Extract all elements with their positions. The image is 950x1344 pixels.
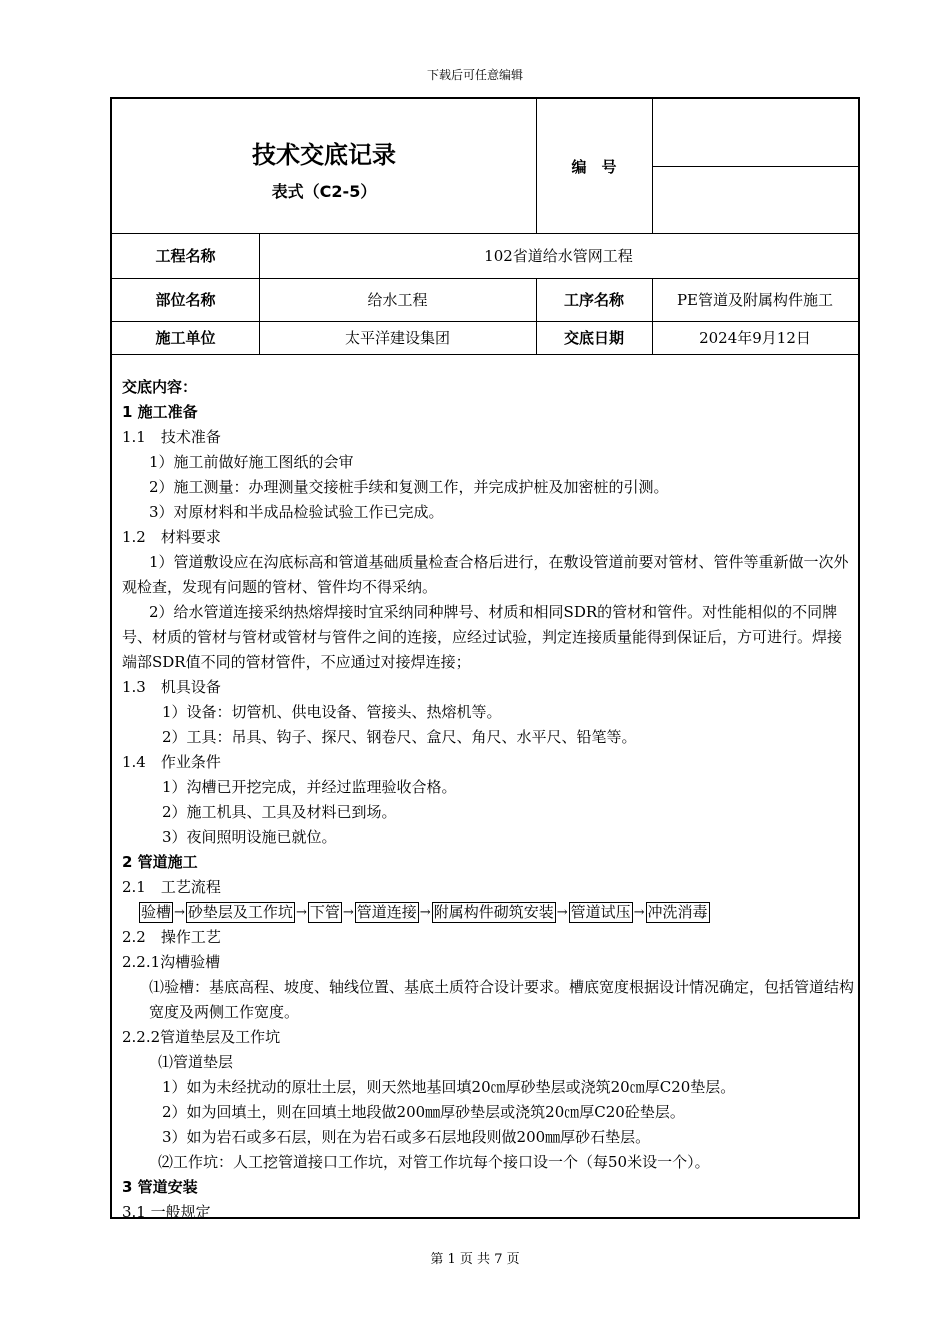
technical-disclosure-form bbox=[110, 97, 860, 1219]
form-code: 表式（C2-5） bbox=[271, 182, 377, 201]
flow-step: 冲洗消毒 bbox=[647, 903, 708, 921]
process-name-label: 工序名称 bbox=[563, 291, 624, 309]
flow-arrow-icon: → bbox=[419, 905, 431, 920]
flow-step: 管道试压 bbox=[570, 903, 631, 921]
list-item: 2）工具：吊具、钩子、探尺、钢卷尺、盒尺、角尺、水平尺、铅笔等。 bbox=[162, 728, 637, 746]
number-row-divider bbox=[652, 166, 858, 167]
flow-step: 下管 bbox=[309, 903, 340, 921]
list-item: 1）施工前做好施工图纸的会审 bbox=[149, 453, 354, 471]
project-name-label: 工程名称 bbox=[155, 247, 216, 265]
paragraph: 2）给水管道连接采纳热熔焊接时宜采纳同种牌号、材质和相同SDR的管材和管件。对性能相似的不同牌号、材质的管材与管材或管材与管件之间的连接，应经过试验，判定连接质量能得到保证后，方可进行。焊接端部SDR值不同的管材管件，不应通过对接焊连接； bbox=[122, 603, 843, 671]
list-subheading: ⑴管道垫层 bbox=[158, 1053, 234, 1071]
section-heading: 3 管道安装 bbox=[122, 1178, 198, 1196]
subsection-heading: 2.1 工艺流程 bbox=[122, 878, 221, 896]
list-subheading: ⑵工作坑：人工挖管道接口工作坑，对管工作坑每个接口设一个（每50米设一个）。 bbox=[158, 1153, 710, 1171]
subsection-heading: 1.2 材料要求 bbox=[122, 528, 221, 546]
flow-arrow-icon: → bbox=[556, 905, 568, 920]
subsection-heading: 1.1 技术准备 bbox=[122, 428, 221, 446]
flow-step: 砂垫层及工作坑 bbox=[187, 903, 293, 921]
list-item: 2）施工机具、工具及材料已到场。 bbox=[162, 803, 397, 821]
flow-arrow-icon: → bbox=[342, 905, 354, 920]
flow-step: 附属构件砌筑安装 bbox=[433, 903, 554, 921]
subsection-heading: 1.3 机具设备 bbox=[122, 678, 221, 696]
paragraph: 1）管道敷设应在沟底标高和管道基础质量检查合格后进行，在敷设管道前要对管材、管件等重新做一次外观检查，发现有问题的管材、管件均不得采纳。 bbox=[122, 553, 849, 596]
disclosure-date-label: 交底日期 bbox=[563, 329, 624, 347]
number-label: 编 号 bbox=[571, 157, 617, 176]
content-heading: 交底内容： bbox=[122, 378, 198, 396]
section-heading: 2 管道施工 bbox=[122, 853, 198, 871]
subsection-heading: 2.2.1沟槽验槽 bbox=[122, 953, 221, 971]
paragraph: ⑴验槽：基底高程、坡度、轴线位置、基底土质符合设计要求。槽底宽度根据设计情况确定，包括管道结构宽度及两侧工作宽度。 bbox=[149, 978, 855, 1021]
col-divider bbox=[652, 99, 653, 233]
disclosure-date-value: 2024年9月12日 bbox=[699, 329, 811, 347]
list-item: 3）对原材料和半成品检验试验工作已完成。 bbox=[149, 503, 444, 521]
flow-step: 管道连接 bbox=[356, 903, 417, 921]
subsection-heading: 1.4 作业条件 bbox=[122, 753, 221, 771]
list-item: 3）夜间照明设施已就位。 bbox=[162, 828, 337, 846]
list-item: 1）设备：切管机、供电设备、管接头、热熔机等。 bbox=[162, 703, 502, 721]
list-item: 3）如为岩石或多石层，则在为岩石或多石层地段则做200㎜厚砂石垫层。 bbox=[162, 1128, 651, 1146]
part-name-value: 给水工程 bbox=[367, 291, 428, 309]
flow-arrow-icon: → bbox=[633, 905, 645, 920]
construction-unit-label: 施工单位 bbox=[155, 329, 216, 347]
form-title: 技术交底记录 bbox=[252, 141, 396, 169]
project-name-value: 102省道给水管网工程 bbox=[484, 247, 633, 265]
subsection-heading: 2.2.2管道垫层及工作坑 bbox=[122, 1028, 281, 1046]
construction-unit-value: 太平洋建设集团 bbox=[344, 329, 450, 347]
row-divider bbox=[112, 354, 858, 355]
flow-step: 验槽 bbox=[141, 903, 172, 921]
process-flow bbox=[122, 900, 854, 925]
page-header-note: 下载后可任意编辑 bbox=[426, 68, 523, 82]
flow-arrow-icon: → bbox=[295, 905, 307, 920]
list-item: 1）如为未经扰动的原壮土层，则天然地基回填20㎝厚砂垫层或浇筑20㎝厚C20垫层。 bbox=[162, 1078, 736, 1096]
flow-arrow-icon: → bbox=[174, 905, 185, 920]
process-name-value: PE管道及附属构件施工 bbox=[676, 291, 834, 309]
page-footer-note: 第 1 页 共 7 页 bbox=[430, 1252, 520, 1267]
part-name-label: 部位名称 bbox=[155, 291, 216, 309]
subsection-heading: 3.1 一般规定 bbox=[122, 1203, 211, 1221]
list-item: 1）沟槽已开挖完成，并经过监理验收合格。 bbox=[162, 778, 457, 796]
disclosure-content bbox=[122, 375, 854, 1225]
list-item: 2）施工测量：办理测量交接桩手续和复测工作，并完成护桩及加密桩的引测。 bbox=[149, 478, 669, 496]
list-item: 2）如为回填土，则在回填土地段做200㎜厚砂垫层或浇筑20㎝厚C20砼垫层。 bbox=[162, 1103, 685, 1121]
section-heading: 1 施工准备 bbox=[122, 403, 198, 421]
subsection-heading: 2.2 操作工艺 bbox=[122, 928, 221, 946]
